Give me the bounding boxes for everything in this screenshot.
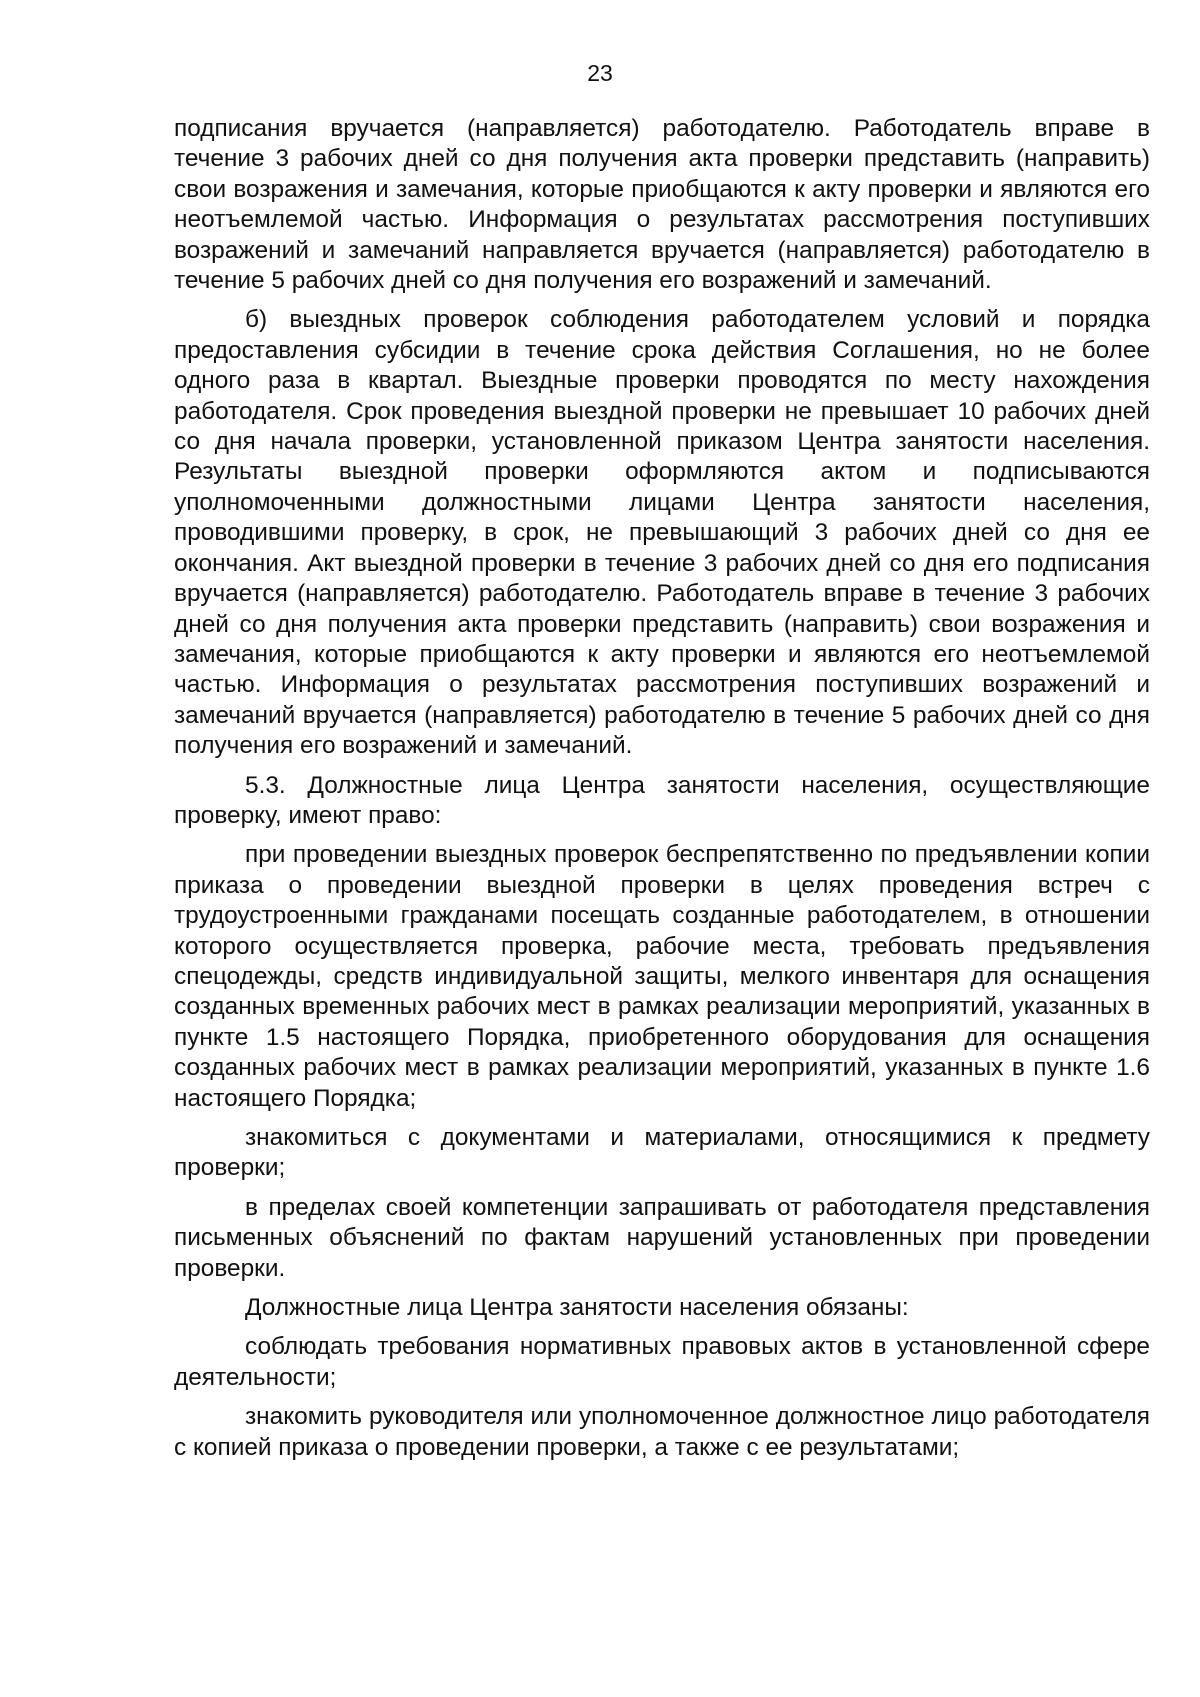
paragraph-onsite-inspections: б) выездных проверок соблюдения работодателем условий и порядка предоставления субсидии в течение срока действия Соглашения, но не более одного раза в квартал. Выездные проверки проводятся по месту нахождения работодателя. Срок проведения выездной проверки не превышает 10 рабочих дней со дня начала проверки, установленной приказом Центра занятости населения. Результаты выездной проверки оформляются актом и подписываются уполномоченными должностными лицами Центра занятости населения, проводившими проверку, в срок, не превышающий 3 рабочих дней со дня ее окончания. Акт выездной проверки в течение 3 рабочих дней со дня его подписания вручается (направляется) работодателю. Работодатель вправе в течение 3 рабочих дней со дня получения акта проверки представить (направить) свои возражения и замечания, которые приобщаются к акту проверки и являются его неотъемлемой частью. Информация о результатах рассмотрения поступивших возражений и замечаний вручается (направляется) работодателю в течение 5 рабочих дней со дня получения его возражений и замечаний. (174, 306, 1150, 760)
paragraph-obligation-comply: соблюдать требования нормативных правовых актов в установленной сфере деятельности; (174, 1333, 1150, 1391)
paragraph-section-5-3: 5.3. Должностные лица Центра занятости населения, осуществляющие проверку, имеют право: (174, 771, 1150, 829)
paragraph-right-request-explanations: в пределах своей компетенции запрашивать от работодателя представления письменных объяснений по фактам нарушений установленных при проведении проверки. (174, 1193, 1150, 1282)
paragraph-obligation-inform: знакомить руководителя или уполномоченное должностное лицо работодателя с копией приказа о проведении проверки, а также с ее результатами; (174, 1403, 1150, 1461)
paragraph-right-review-documents: знакомиться с документами и материалами, относящимися к предмету проверки; (174, 1124, 1150, 1182)
paragraph-obligations-heading: Должностные лица Центра занятости населения обязаны: (245, 1294, 909, 1322)
paragraph-right-visit-workplaces: при проведении выездных проверок беспрепятственно по предъявлении копии приказа о проведении выездной проверки в целях проведения встреч с трудоустроенными гражданами посещать созданные работодателем, в отношении которого осуществляется проверка, рабочие места, требовать предъявления спецодежды, средств индивидуальной защиты, мелкого инвентаря для оснащения созданных временных рабочих мест в рамках реализации мероприятий, указанных в пункте 1.5 настоящего Порядка, приобретенного оборудования для оснащения созданных рабочих мест в рамках реализации мероприятий, указанных в пункте 1.6 настоящего Порядка; (174, 841, 1150, 1112)
page-number: 23 (587, 60, 613, 86)
paragraph-continuation: подписания вручается (направляется) работодателю. Работодатель вправе в течение 3 рабочих дней со дня получения акта проверки представить (направить) свои возражения и замечания, которые приобщаются к акту проверки и являются его неотъемлемой частью. Информация о результатах рассмотрения поступивших возражений и замечаний направляется вручается (направляется) работодателю в течение 5 рабочих дней со дня получения его возражений и замечаний. (174, 115, 1150, 295)
document-body (174, 114, 1150, 1472)
